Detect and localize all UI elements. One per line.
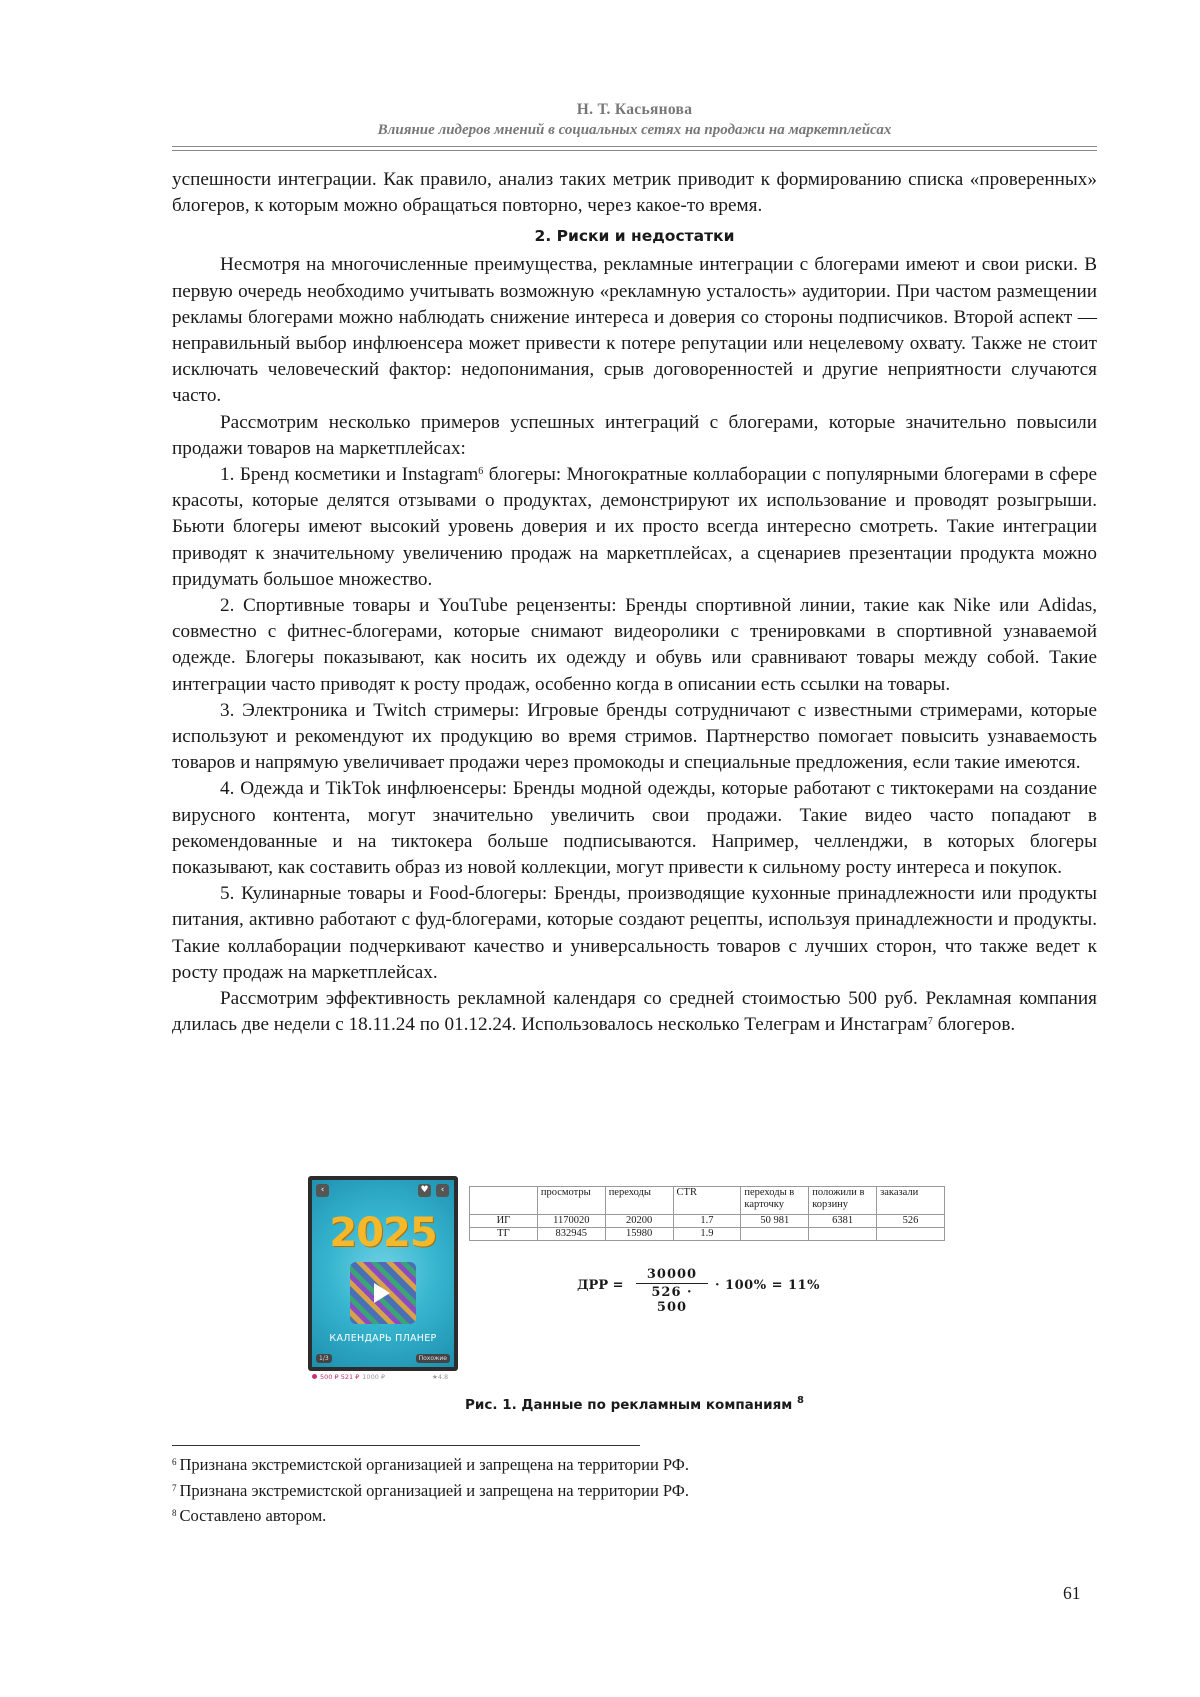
price-secondary: 521 ₽	[340, 1373, 360, 1381]
price-dot-icon	[312, 1374, 317, 1379]
table-row	[470, 1215, 945, 1228]
formula-rhs: · 100% = 11%	[715, 1278, 820, 1293]
table-cell: ТГ	[470, 1228, 538, 1241]
paragraph-continuation: успешности интеграции. Как правило, анализ таких метрик приводит к формированию списка «проверенных» блогеров, к которым можно обращаться повторно, через какое-то время.	[172, 169, 1097, 217]
table-header-row	[470, 1187, 945, 1215]
formula-fraction	[636, 1267, 708, 1315]
old-price: 1000 ₽	[362, 1373, 386, 1381]
footnote-text: Признана экстремистской организацией и запрещена на территории РФ.	[179, 1455, 689, 1474]
product-card-image	[312, 1180, 454, 1367]
play-icon	[374, 1283, 390, 1303]
header-rule	[172, 146, 1097, 147]
footnote-number: 8	[172, 1508, 177, 1518]
table-cell: 6381	[809, 1215, 877, 1228]
paragraph-campaign	[172, 986, 1097, 1038]
paragraph-example-1	[172, 462, 1097, 593]
formula-lhs: ДРР =	[577, 1278, 624, 1293]
campaign-stats-table	[469, 1186, 945, 1241]
formula-numerator: 30000	[636, 1267, 708, 1284]
table-header: переходы в карточку	[741, 1187, 809, 1215]
phone-topbar	[312, 1180, 454, 1200]
running-head-title: Влияние лидеров мнений в социальных сетях на продажи на маркетплейсах	[377, 122, 892, 138]
footnote-ref-6[interactable]: 6	[478, 466, 484, 478]
table-row	[470, 1228, 945, 1241]
table-header: заказали	[877, 1187, 945, 1215]
footnotes	[172, 1452, 1097, 1529]
heart-icon: ♥	[418, 1184, 431, 1197]
phone-bottombar	[312, 1352, 454, 1367]
table-header: положили в корзину	[809, 1187, 877, 1215]
footnote-number: 6	[172, 1457, 177, 1467]
footnote-7	[172, 1478, 1097, 1504]
running-head	[172, 100, 1097, 140]
footnote-text: Признана экстремистской организацией и запрещена на территории РФ.	[179, 1480, 689, 1500]
article-body	[172, 167, 1097, 1039]
table-cell	[741, 1228, 809, 1241]
table-cell	[877, 1228, 945, 1241]
footnote-ref-7[interactable]: 7	[927, 1016, 933, 1028]
table-header	[470, 1187, 538, 1215]
table-cell: 1.7	[673, 1215, 741, 1228]
page-number: 61	[1063, 1583, 1081, 1603]
campaign-lead: Рассмотрим эффективность рекламной календаря со средней стоимостью 500 руб. Рекламная компания длилась две недели с 18.11.24 по 01.12.24. Использовалось несколько Телеграм и Инстаграм	[172, 988, 1097, 1036]
footnote-text: Составлено автором.	[179, 1506, 327, 1525]
table-cell	[809, 1228, 877, 1241]
example-1-text: блогеры: Многократные коллаборации с популярными блогерами в сфере красоты, которые делятся отзывами о продуктах, демонстрируют их использование и проводят розыгрыши. Бьюти блогеры имеют высокий уровень доверия и их просто всегда интересно смотреть. Такие интеграции приводят к значительному увеличению продаж на маркетплейсах, а сценариев презентации продукта можно придумать большое множество.	[172, 464, 1097, 590]
footnote-6	[172, 1452, 1097, 1478]
table-cell: 15980	[605, 1228, 673, 1241]
price: 500 ₽	[320, 1373, 339, 1381]
rating: ★4.8	[432, 1373, 449, 1381]
paragraph-example-2: 2. Спортивные товары и YouTube рецензенты: Бренды спортивной линии, такие как Nike или Adidas, совместно с фитнес-блогерами, которые снимают видеоролики с тренировками в спортивной узнаваемой одежде. Блогеры показывают, как носить их одежду и обувь или сравнивают товары между собой. Такие интеграции часто приводят к росту продаж, особенно когда в описании есть ссылки на товары.	[172, 595, 1097, 695]
table-cell: 832945	[537, 1228, 605, 1241]
paragraph-risks: Несмотря на многочисленные преимущества, рекламные интеграции с блогерами имеют и свои риски. В первую очередь необходимо учитывать возможную «рекламную усталость» аудитории. При частом размещении рекламы блогерами можно наблюдать снижение интереса и доверия со стороны подписчиков. Второй аспект — неправильный выбор инфлюенсера может привести к потере репутации или нецелевому охвату. Также не стоит исключать человеческий фактор: недопонимания, срыв договоренностей и другие неприятности случаются часто.	[172, 254, 1097, 407]
figure-caption	[172, 1397, 1097, 1413]
formula-denominator: 526 · 500	[651, 1285, 693, 1315]
share-icon: ‹	[436, 1184, 449, 1197]
table-cell: 20200	[605, 1215, 673, 1228]
footnote-8	[172, 1503, 1097, 1529]
table-cell: 50 981	[741, 1215, 809, 1228]
running-head-author: Н. Т. Касьянова	[576, 101, 693, 118]
price-line	[312, 1373, 462, 1385]
example-1-lead: 1. Бренд косметики и Instagram	[220, 464, 479, 486]
table-header: CTR	[673, 1187, 741, 1215]
header-rule-secondary	[172, 150, 1097, 151]
table-cell: 526	[877, 1215, 945, 1228]
back-icon: ‹	[316, 1184, 329, 1197]
paragraph-example-3: 3. Электроника и Twitch стримеры: Игровые бренды сотрудничают с известными стримерами, которые используют и рекомендуют их продукцию во время стримов. Партнерство помогает повысить узнаваемость товаров и напрямую увеличивает продажи через промокоды и специальные предложения, если такие имеются.	[172, 699, 1097, 774]
product-screenshot	[308, 1176, 458, 1371]
table-header: переходы	[605, 1187, 673, 1215]
campaign-tail: блогеров.	[932, 1014, 1016, 1036]
similar-button: Похожие	[416, 1354, 450, 1363]
table-cell: 1.9	[673, 1228, 741, 1241]
calendar-year: 2025	[329, 1210, 437, 1256]
paragraph-example-5: 5. Кулинарные товары и Food-блогеры: Бренды, производящие кухонные принадлежности или продукты питания, активно работают с фуд-блогерами, которые создают рецепты, используя принадлежности и продукты. Такие коллаборации подчеркивают качество и универсальность товаров с лучших сторон, что также ведет к росту продаж на маркетплейсах.	[172, 883, 1097, 983]
footnote-ref-8[interactable]: 8	[796, 1395, 804, 1406]
footnote-number: 7	[172, 1482, 177, 1493]
calendar-caption: КАЛЕНДАРЬ ПЛАНЕР	[329, 1333, 437, 1344]
image-counter: 1/3	[316, 1354, 332, 1363]
paragraph-example-4: 4. Одежда и TikTok инфлюенсеры: Бренды модной одежды, которые работают с тиктокерами на создание вирусного контента, могут значительно увеличить свои продажи. Такие видео часто попадают в рекомендованные и на тиктокера больше подписываются. Например, челленджи, в которых блогеры показывают, как составить образ из новой коллекции, могут привести к сильному росту интереса и покупок.	[172, 778, 1097, 879]
section-heading: 2. Риски и недостатки	[534, 227, 735, 246]
paragraph-examples-intro: Рассмотрим несколько примеров успешных интеграций с блогерами, которые значительно повысили продажи товаров на маркетплейсах:	[172, 411, 1097, 459]
table-header: просмотры	[537, 1187, 605, 1215]
table-cell: ИГ	[470, 1215, 538, 1228]
figure-caption-text: Рис. 1. Данные по рекламным компаниям	[465, 1397, 793, 1413]
footnote-rule	[172, 1445, 640, 1446]
table-cell: 1170020	[537, 1215, 605, 1228]
